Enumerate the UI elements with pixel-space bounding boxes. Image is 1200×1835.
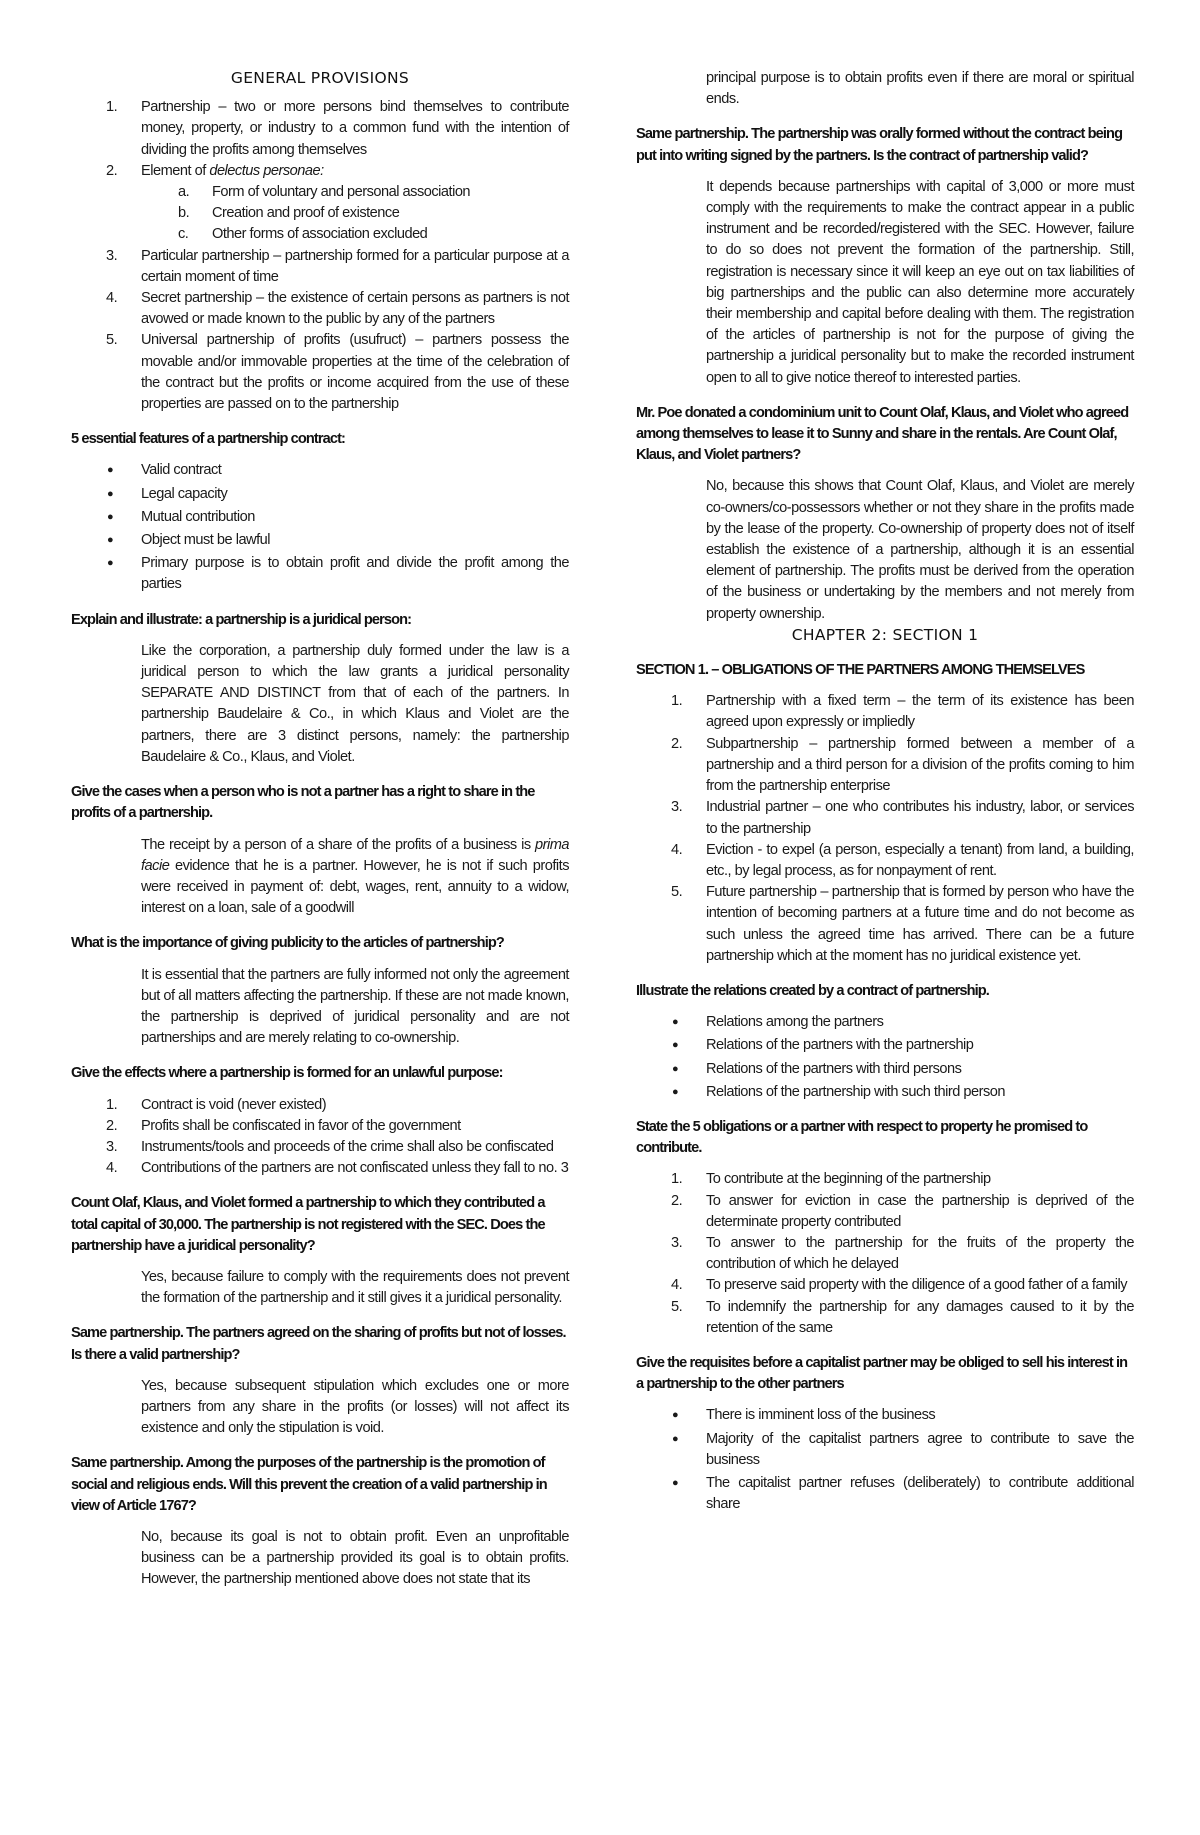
sub-list-item: c. Other forms of association excluded [178, 226, 428, 243]
list-item: 3. Instruments/tools and proceeds of the crime shall also be confiscated [106, 1138, 554, 1155]
relations-list [636, 1012, 1134, 1103]
bullet-item: ● Valid contract [71, 460, 569, 481]
question-heading: Give the requisites before a capitalist partner may be obliged to sell his interest in a partnership to the other partners [636, 1354, 1128, 1393]
bullet-icon: ● [107, 557, 114, 570]
question-heading: Same partnership. The partners agreed on the sharing of profits but not of losses. Is there a valid partnership? [71, 1325, 566, 1363]
list-item: 5. Universal partnership of profits (usufruct) – partners possess the movable and/or immovable properties at the time of the celebration of the contract but the profits or income acquired from the use of these properties are passed on to the partnership [106, 332, 569, 413]
list-item: 4. Secret partnership – the existence of certain persons as partners is not avowed or made known to the public by any of the partners [106, 290, 569, 328]
bullet-item: ● Majority of the capitalist partners agree to contribute to save the business [672, 1430, 1134, 1468]
answer-paragraph: No, because its goal is not to obtain profit. Even an unprofitable business can be a partnership provided its goal is to obtain profits. However, the partnership mentioned above does not state that its [141, 1528, 569, 1588]
answer-paragraph: No, because this shows that Count Olaf, Klaus, and Violet are merely co-owners/co-possessors whether or not they share in the profits made by the lease of the property. Co-ownership of property does not of itself establish the existence of a partnership, although it is an essential element of partnership. The profits must be derived from the operation of the business or undertaking by the members and not merely from property ownership. [706, 478, 1134, 622]
bullet-item: ● Relations of the partners with the partnership [636, 1035, 1134, 1056]
features-list [71, 460, 569, 595]
question-heading: What is the importance of giving publicity to the articles of partnership? [71, 935, 504, 952]
question-heading: Count Olaf, Klaus, and Violet formed a partnership to which they contributed a total capital of 30,000. The partnership is not registered with the SEC. Does the partnership have a juridical personality? [71, 1195, 545, 1254]
list-item: 2. To answer for eviction in case the partnership is deprived of the determinate property contributed [671, 1192, 1134, 1230]
effects-list [71, 1095, 569, 1180]
list-item: 1. Partnership with a fixed term – the term of its existence has been agreed upon expressly or impliedly [671, 693, 1134, 731]
question-heading: Same partnership. The partnership was orally formed without the contract being put into writing signed by the partners. Is the contract of partnership valid? [636, 126, 1123, 164]
answer-paragraph: Yes, because failure to comply with the requirements does not prevent the formation of the partnership and it still gives it a juridical personality. [141, 1268, 569, 1307]
question-heading: State the 5 obligations or a partner with respect to property he promised to contribute. [636, 1118, 1088, 1157]
question-heading: Give the effects where a partnership is formed for an unlawful purpose: [71, 1065, 503, 1082]
list-item: 2. Subpartnership – partnership formed between a member of a partnership and a third person for a division of the profits coming to him from the partnership enterprise [671, 735, 1134, 795]
list-item: 4. Eviction - to expel (a person, especially a tenant) from land, a building, etc., by legal process, as for nonpayment of rent. [671, 841, 1134, 879]
list-item: 1. Partnership – two or more persons bind themselves to contribute money, property, or industry to a common fund with the intention of dividing the profits among themselves [106, 99, 569, 158]
bullet-icon: ● [672, 1062, 679, 1075]
answer-paragraph-continued: principal purpose is to obtain profits even if there are moral or spiritual ends. [706, 70, 1134, 108]
answer-paragraph: Yes, because subsequent stipulation which excludes one or more partners from any share in the profits (or losses) will not affect its existence and only the stipulation is void. [141, 1377, 569, 1437]
requisites-list [636, 1405, 1134, 1515]
list-item: 2. Element of delectus personae: [106, 162, 324, 179]
list-item: 4. To preserve said property with the diligence of a good father of a family [671, 1277, 1128, 1294]
answer-paragraph: Like the corporation, a partnership duly formed under the law is a juridical person to which the law grants a juridical personality SEPARATE AND DISTINCT from that of each of the partners. In partnership Baudelaire & Co., in which Klaus and Violet are the partners, there are 3 distinct persons, namely: the partnership Baudelaire & Co., Klaus, and Violet. [141, 642, 569, 765]
bullet-item: ● Relations of the partners with third persons [636, 1059, 1134, 1080]
bullet-icon: ● [672, 1085, 679, 1098]
bullet-icon: ● [672, 1432, 679, 1445]
question-heading: Same partnership. Among the purposes of the partnership is the promotion of social and religious ends. Will this prevent the creation of a valid partnership in view of Article 1767? [71, 1455, 547, 1514]
list-item: 3. Particular partnership – partnership formed for a particular purpose at a certain moment of time [106, 247, 569, 285]
bullet-item: ● Legal capacity [71, 484, 569, 505]
right-column [636, 68, 1134, 1517]
list-item: 5. To indemnify the partnership for any damages caused to it by the retention of the same [671, 1298, 1134, 1336]
bullet-item: ● There is imminent loss of the business [636, 1405, 1134, 1426]
list-item: 2. Profits shall be confiscated in favor of the government [106, 1117, 461, 1134]
question-heading: Illustrate the relations created by a contract of partnership. [636, 982, 989, 999]
question-heading: Mr. Poe donated a condominium unit to Count Olaf, Klaus, and Violet who agreed among themselves to lease it to Sunny and share in the rentals. Are Count Olaf, Klaus, and Violet partners? [636, 404, 1129, 464]
bullet-icon: ● [107, 464, 114, 477]
bullet-item: ● Mutual contribution [71, 507, 569, 528]
list-item: 3. To answer to the partnership for the fruits of the property the contribution of which he delayed [671, 1234, 1134, 1273]
provisions-list [71, 97, 569, 415]
list-item: 4. Contributions of the partners are not confiscated unless they fall to no. 3 [106, 1160, 569, 1177]
bullet-item: ● Object must be lawful [71, 530, 569, 551]
answer-paragraph: It depends because partnerships with capital of 3,000 or more must comply with the requirements to make the contract appear in a public instrument and be recorded/registered with the SEC. However, failure to do so does not prevent the formation of the partnership. Still, registration is necessary since it will keep an eye out on tax liabilities of big partnerships and the public can also determine more accurately their membership and capital before dealing with them. The registration of the articles of partnership is not for the purpose of giving the partnership a juridical personality but to make the recorded instrument open to all to give notice thereof to interested parties. [706, 178, 1134, 386]
question-heading: Give the cases when a person who is not a partner has a right to share in the profits of a partnership. [71, 784, 535, 822]
bullet-icon: ● [107, 487, 114, 500]
answer-paragraph: It is essential that the partners are fully informed not only the agreement but of all matters affecting the partnership. If these are not made known, the partnership is deprived of juridical personality and are not partnerships and are merely relating to co-ownership. [141, 966, 569, 1047]
bullet-icon: ● [672, 1409, 679, 1422]
bullet-icon: ● [672, 1476, 679, 1489]
property-obligations-list [636, 1169, 1134, 1339]
left-column [71, 68, 569, 1591]
list-item: 5. Future partnership – partnership that is formed by person who have the intention of becoming partners at a future time and do not become as such unless the agreed time has arrived. There can be a future partnership which at the moment has no juridical existence yet. [671, 884, 1134, 964]
bullet-icon: ● [672, 1039, 679, 1052]
bullet-item: ● Relations of the partnership with such third person [636, 1082, 1134, 1103]
bullet-item: ● The capitalist partner refuses (deliberately) to contribute additional share [672, 1474, 1134, 1513]
section-heading: SECTION 1. – OBLIGATIONS OF THE PARTNERS AMONG THEMSELVES [636, 662, 1085, 679]
bullet-icon: ● [107, 510, 114, 523]
question-heading: 5 essential features of a partnership contract: [71, 431, 345, 448]
bullet-item: ● Relations among the partners [636, 1012, 1134, 1033]
list-item: 1. To contribute at the beginning of the partnership [671, 1171, 991, 1188]
section-title-general-provisions: GENERAL PROVISIONS [230, 69, 410, 87]
chapter-title: CHAPTER 2: SECTION 1 [791, 625, 979, 644]
bullet-item: ● Primary purpose is to obtain profit and divide the profit among the parties [107, 555, 569, 593]
answer-paragraph: The receipt by a person of a share of the profits of a business is prima facie evidence that he is a partner. However, he is not if such profits were received in payment of: debt, wages, rent, annuity to a widow, interest on a loan, sale of a goodwill [141, 836, 569, 917]
bullet-icon: ● [107, 534, 114, 547]
bullet-icon: ● [672, 1016, 679, 1029]
sub-list-item: b. Creation and proof of existence [178, 205, 400, 222]
list-item: 3. Industrial partner – one who contributes his industry, labor, or services to the partnership [671, 799, 1134, 837]
question-heading: Explain and illustrate: a partnership is a juridical person: [71, 611, 412, 628]
list-item: 1. Contract is void (never existed) [106, 1096, 327, 1113]
obligations-list [636, 691, 1134, 967]
sub-list-item: a. Form of voluntary and personal association [178, 184, 471, 201]
